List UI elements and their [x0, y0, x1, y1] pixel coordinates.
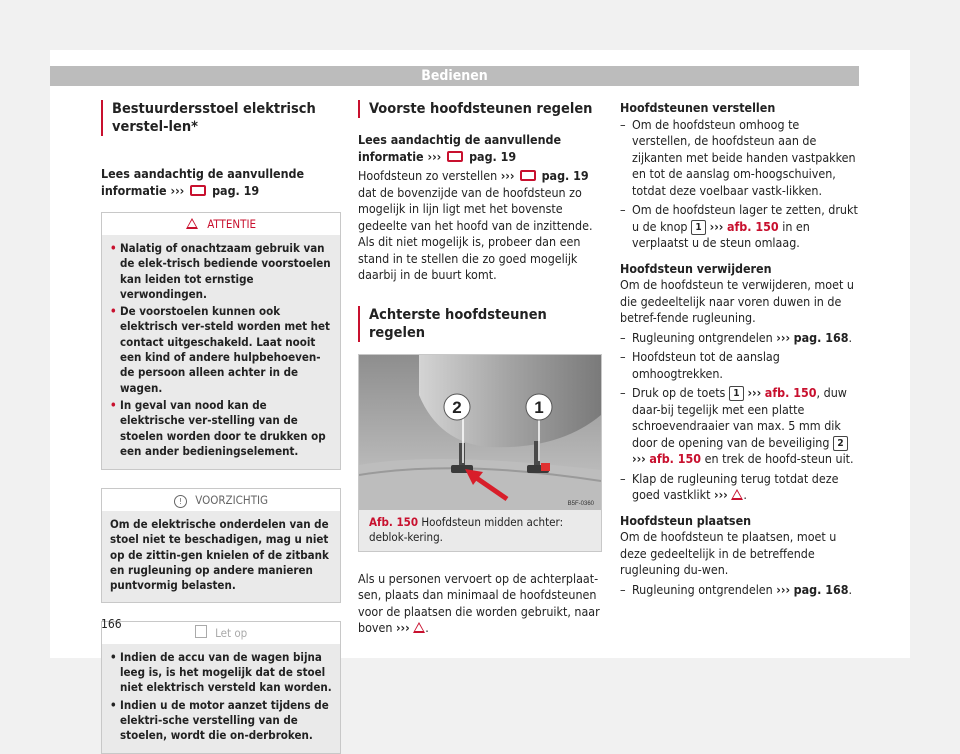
caution-box — [101, 488, 341, 602]
callout-2: 2 — [452, 397, 462, 417]
note-icon — [195, 625, 207, 638]
step-item — [620, 330, 860, 347]
dash-marker: – — [620, 202, 626, 217]
step-text-part: Om de hoofdsteun lager te zetten, drukt u de knop — [632, 202, 858, 234]
additional-info-line — [101, 166, 341, 199]
figure-ref-link[interactable]: afb. 150 — [764, 385, 817, 400]
caption-text: Hoofdsteun midden achter: deblok-kering. — [369, 514, 564, 544]
warning-label: ATTENTIE — [207, 217, 257, 231]
figure-ref-link[interactable]: afb. 150 — [726, 218, 779, 234]
warning-item — [110, 241, 332, 302]
figure-caption — [359, 510, 601, 551]
callout-number: 1 — [691, 220, 706, 235]
bullet-icon: • — [110, 304, 117, 319]
tip-body — [102, 644, 340, 754]
paragraph-text: Hoofdsteun zo verstellen — [358, 168, 498, 183]
column-middle — [358, 100, 600, 637]
step-text: Hoofdsteun tot de aanslag omhoogtrekken. — [632, 349, 780, 381]
paragraph-voorste — [358, 168, 600, 284]
additional-info-ref[interactable]: pag. 19 — [469, 148, 517, 164]
paragraph-text: Als u personen vervoert op de achterplaat-sen, plaats dan minimaal de hoofdsteunen voor de plaatsen die worden gebruikt, naar boven — [358, 570, 600, 635]
tip-label: Let op — [215, 625, 248, 640]
warning-item-text: In geval van nood kan de elektrische ver-stelling van de stoelen worden door te drukken op een ander bedieningselement. — [120, 397, 326, 458]
dash-marker: – — [620, 349, 626, 364]
page-number: 166 — [101, 617, 122, 631]
callout-number: 1 — [729, 386, 744, 401]
additional-info-text: Lees aandachtig de aanvullende informatie — [358, 132, 562, 164]
step-text — [632, 202, 860, 252]
caption-label: Afb. 150 — [369, 514, 419, 529]
dash-marker: – — [620, 116, 626, 132]
arrow-icon: ››› — [714, 487, 728, 502]
tip-item — [110, 698, 332, 744]
additional-info-line — [358, 132, 600, 165]
warning-triangle-icon[interactable] — [413, 622, 425, 633]
arrow-icon: ››› — [395, 620, 410, 635]
page-header: Bedienen — [50, 66, 859, 86]
figure-ref-link[interactable]: afb. 150 — [649, 451, 702, 466]
arrow-icon: ››› — [709, 218, 724, 234]
arrow-icon: ››› — [776, 581, 791, 597]
callout-number: 2 — [833, 436, 848, 451]
paragraph-achterste: Als u personen vervoert op de achterplaat-sen, plaats dan minimaal de hoofdsteunen voor de plaatsen die worden gebruikt, naar boven ››› . — [358, 570, 600, 635]
bullet-icon: • — [110, 241, 117, 255]
headrest-illustration — [359, 355, 601, 510]
paragraph-verwijderen: Om de hoofdsteun te verwijderen, moet u die gedeeltelijk naar voren duwen in de betref-fende rugleuning. — [620, 277, 854, 325]
page-ref-link[interactable]: pag. 168 — [793, 581, 849, 597]
step-text-part: Klap de rugleuning terug totdat deze goed vastklikt — [632, 470, 839, 502]
warning-triangle-icon — [186, 218, 198, 229]
figure-150 — [358, 354, 602, 552]
section-title-achterste: Achterste hoofdsteunen regelen — [358, 306, 600, 342]
bullet-icon: • — [110, 649, 117, 664]
tip-box — [101, 621, 341, 754]
section-title-voorste: Voorste hoofdsteunen regelen — [358, 100, 600, 118]
arrow-icon: ››› — [170, 182, 185, 198]
caution-label: VOORZICHTIG — [195, 493, 269, 508]
step-text: Klap de rugleuning terug totdat deze goed vastklikt ››› . — [632, 470, 839, 502]
caution-header — [102, 489, 340, 511]
step-item — [620, 385, 860, 468]
warning-item — [110, 304, 332, 396]
dash-marker: – — [620, 329, 626, 345]
warning-item — [110, 398, 332, 459]
step-item — [620, 471, 860, 504]
column-left — [101, 100, 341, 754]
page-ref-link[interactable]: pag. 168 — [793, 329, 849, 345]
paragraph-text: dat de bovenzijde van de hoofdsteun zo mogelijk in lijn ligt met het bovenste gedeelte van het hoofd van de inzittende. Als dit niet mogelijk is, probeer dan een stand in te stellen die zo goed mogelijk daarbij in de buurt komt. — [358, 184, 593, 282]
warning-body — [102, 235, 340, 469]
subheading-verwijderen: Hoofdsteun verwijderen — [620, 260, 772, 276]
caution-body: Om de elektrische onderdelen van de stoel niet te beschadigen, mag u niet op de zittin-gen knielen of de zitbank en rugleuning op andere manieren puntvormig belasten. — [102, 511, 340, 601]
step-item — [620, 202, 860, 252]
arrow-icon: ››› — [427, 148, 442, 164]
arrow-icon: ››› — [776, 329, 791, 345]
step-text: Om de hoofdsteun omhoog te verstellen, de hoofdsteun aan de zijkanten met beide handen vastpakken en tot de aanslag om-hoogschuiven, totdat deze voelbaar vastk-likken. — [632, 116, 856, 198]
step-text — [632, 385, 860, 468]
info-circle-icon: ! — [174, 495, 187, 508]
bullet-icon: • — [110, 697, 117, 712]
tip-item-text: Indien u de motor aanzet tijdens de elektri-sche verstelling van de stoelen, wordt die on-derbroken. — [120, 697, 329, 743]
step-text-part: Rugleuning ontgrendelen — [632, 329, 773, 345]
bullet-icon: • — [110, 397, 117, 412]
tip-header — [102, 622, 340, 644]
step-text-part: Rugleuning ontgrendelen — [632, 581, 773, 597]
paragraph-plaatsen: Om de hoofdsteun te plaatsen, moet u deze gedeeltelijk in de betreffende rugleuning du-wen. — [620, 529, 837, 577]
warning-item-text: De voorstoelen kunnen ook elektrisch ver-steld worden met het contact uitgeschakeld. Laat nooit een kind of andere hulpbehoeven-de persoon alleen achter in de wagen. — [120, 304, 330, 395]
page-ref-link[interactable]: pag. 19 — [541, 168, 589, 183]
subheading-plaatsen: Hoofdsteun plaatsen — [620, 512, 752, 528]
callout-1: 1 — [534, 397, 544, 417]
figure-code: B5F-0360 — [567, 500, 594, 507]
tip-item — [110, 650, 332, 696]
step-text-part: en trek de hoofd-steun uit. — [704, 451, 854, 466]
step-text: Rugleuning ontgrendelen ››› pag. 168. — [632, 581, 853, 597]
arrow-icon: ››› — [632, 451, 646, 466]
warning-item-text: Nalatig of onachtzaam gebruik van de elek-trisch bediende voorstoelen kan leiden tot ernstige verwondingen. — [120, 241, 331, 301]
step-text: Rugleuning ontgrendelen ››› pag. 168. — [632, 329, 853, 345]
additional-info-text: Lees aandachtig de aanvullende informatie — [101, 166, 305, 198]
dash-marker: – — [620, 470, 626, 486]
step-text-part: in en verplaatst u de steun omlaag. — [632, 218, 810, 250]
step-item — [620, 117, 860, 200]
warning-triangle-icon[interactable] — [731, 489, 743, 500]
book-icon — [520, 170, 536, 181]
warning-header — [102, 213, 340, 235]
tip-item-text: Indien de accu van de wagen bijna leeg is, is het mogelijk dat de stoel niet elektrisch versteld kan worden. — [120, 649, 332, 695]
section-title-bestuurdersstoel: Bestuurdersstoel elektrisch verstel-len* — [101, 100, 341, 136]
step-text-part: , duw daar-bij tegelijk met een platte schroevendraaier van max. 5 mm dik door de opening van de beveiliging — [632, 385, 847, 450]
arrow-icon: ››› — [500, 168, 515, 183]
book-icon — [447, 151, 463, 162]
warning-box — [101, 212, 341, 470]
additional-info-ref[interactable]: pag. 19 — [212, 182, 260, 198]
dash-marker: – — [620, 581, 626, 597]
step-item — [620, 349, 860, 382]
dash-marker: – — [620, 385, 626, 400]
arrow-icon: ››› — [747, 385, 762, 400]
step-text-part: Druk op de toets — [632, 385, 726, 400]
book-icon — [190, 185, 206, 196]
subheading-verstellen: Hoofdsteunen verstellen — [620, 100, 776, 115]
step-item — [620, 582, 860, 599]
column-right — [620, 100, 860, 598]
